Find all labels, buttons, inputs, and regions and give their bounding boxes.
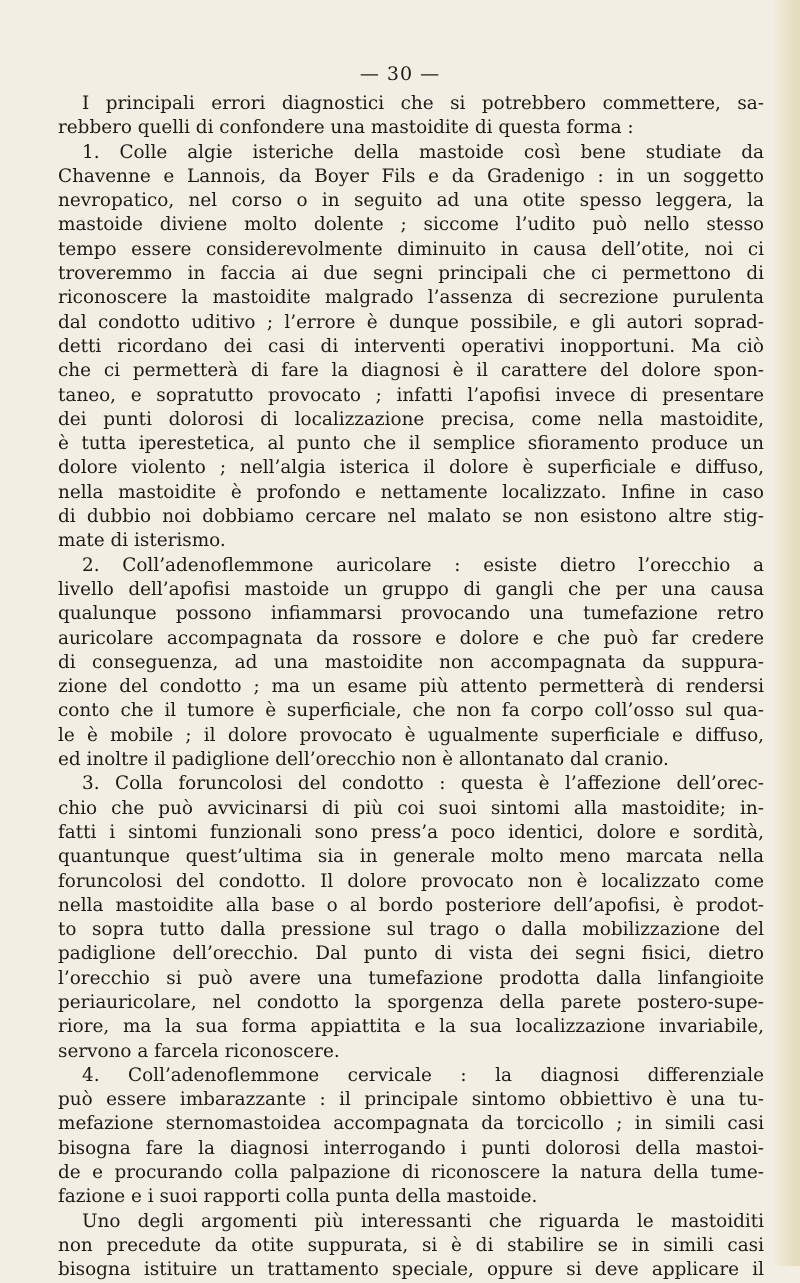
text-line: mastoide diviene molto dolente ; siccome l’udito può nello stesso — [58, 214, 764, 236]
body-text — [58, 92, 764, 1283]
text-line: fazione e i suoi rapporti colla punta della mastoide. — [58, 1186, 538, 1208]
text-line: conto che il tumore è superficiale, che non fa corpo coll’osso sul qua- — [58, 700, 764, 722]
text-line: auricolare accompagnata da rossore e dolore e che può far credere — [58, 627, 764, 649]
text-line: mate di isterismo. — [58, 530, 226, 552]
text-line: chio che può avvicinarsi di più coi suoi sintomi alla mastoidite; in- — [58, 797, 764, 819]
text-line: taneo, e sopratutto provocato ; infatti l’apofisi invece di presentare — [58, 384, 764, 406]
text-line: l’orecchio si può avere una tumefazione prodotta dalla linfangioite — [58, 967, 764, 989]
text-line: troveremmo in faccia ai due segni principali che ci permettono di — [58, 263, 764, 285]
text-line: to sopra tutto dalla pressione sul trago o dalla mobilizzazione del — [58, 919, 764, 941]
text-line: le è mobile ; il dolore provocato è ugualmente superficiale e diffuso, — [58, 724, 764, 746]
text-line: 1. Colle algie isteriche della mastoide così bene studiate da — [82, 141, 764, 163]
text-line: Chavenne e Lannois, da Boyer Fils e da Gradenigo : in un soggetto — [58, 165, 764, 187]
text-line: riconoscere la mastoidite malgrado l’assenza di secrezione purulenta — [58, 287, 764, 309]
text-line: zione del condotto ; ma un esame più attento permetterà di rendersi — [58, 676, 764, 698]
text-line: è tutta iperestetica, al punto che il semplice sfioramento produce un — [58, 433, 764, 455]
text-line: dolore violento ; nell’algia isterica il dolore è superficiale e diffuso, — [58, 457, 764, 479]
text-line: qualunque possono infiammarsi provocando una tumefazione retro — [58, 603, 764, 625]
text-line: mefazione sternomastoidea accompagnata da torcicollo ; in simili casi — [58, 1113, 764, 1135]
text-line: dei punti dolorosi di localizzazione precisa, come nella mastoidite, — [58, 408, 764, 430]
text-line: bisogna fare la diagnosi interrogando i punti dolorosi della mastoi- — [58, 1137, 764, 1159]
text-line: periauricolare, nel condotto la sporgenza della parete postero-supe- — [58, 991, 764, 1013]
text-line: detti ricordano dei casi di interventi operativi inopportuni. Ma ciò — [58, 335, 764, 357]
text-line: fatti i sintomi funzionali sono press’a poco identici, dolore e sordità, — [58, 821, 764, 843]
text-line: bisogna istituire un trattamento speciale, oppure si deve applicare il — [58, 1259, 764, 1281]
text-line: quantunque quest’ultima sia in generale molto meno marcata nella — [58, 846, 764, 868]
text-line: 2. Coll’adenoflemmone auricolare : esiste dietro l’orecchio a — [82, 554, 764, 576]
text-line: non precedute da otite suppurata, si è di stabilire se in simili casi — [58, 1234, 764, 1256]
text-line: riore, ma la sua forma appiattita e la sua localizzazione invariabile, — [58, 1016, 764, 1038]
text-line: che ci permetterà di fare la diagnosi è il carattere del dolore spon- — [58, 360, 764, 382]
text-line: rebbero quelli di confondere una mastoidite di questa forma : — [58, 117, 634, 139]
text-line: di dubbio noi dobbiamo cercare nel malato se non esistono altre stig- — [58, 506, 764, 528]
text-line: padiglione dell’orecchio. Dal punto di vista dei segni fisici, dietro — [58, 943, 764, 965]
text-line: 4. Coll’adenoflemmone cervicale : la diagnosi differenziale — [82, 1064, 764, 1086]
text-line: ed inoltre il padiglione dell’orecchio non è allontanato dal cranio. — [58, 749, 669, 771]
text-line: de e procurando colla palpazione di riconoscere la natura della tume- — [58, 1162, 764, 1184]
text-line: 3. Colla foruncolosi del condotto : questa è l’affezione dell’orec- — [82, 773, 764, 795]
text-line: servono a farcela riconoscere. — [58, 1040, 340, 1062]
page-edge-shadow — [772, 0, 800, 1266]
text-line: foruncolosi del condotto. Il dolore provocato non è localizzato come — [58, 870, 764, 892]
text-line: nella mastoidite è profondo e nettamente localizzato. Infine in caso — [58, 481, 764, 503]
text-line: livello dell’apofisi mastoide un gruppo di gangli che per una causa — [58, 578, 764, 600]
text-line: I principali errori diagnostici che si potrebbero commettere, sa- — [82, 93, 764, 114]
text-line: di conseguenza, ad una mastoidite non accompagnata da suppura- — [58, 651, 764, 673]
text-line: Uno degli argomenti più interessanti che riguarda le mastoiditi — [82, 1210, 764, 1232]
text-line: nella mastoidite alla base o al bordo posteriore dell’apofisi, è prodot- — [58, 894, 764, 916]
text-line: nevropatico, nel corso o in seguito ad una otite spesso leggera, la — [58, 190, 764, 212]
page-number: — 30 — — [359, 63, 441, 85]
text-line: tempo essere considerevolmente diminuito in causa dell’otite, noi ci — [58, 238, 764, 260]
text-line: dal condotto uditivo ; l’errore è dunque possibile, e gli autori soprad- — [58, 311, 764, 333]
text-line: può essere imbarazzante : il principale sintomo obbiettivo è una tu- — [58, 1089, 764, 1111]
